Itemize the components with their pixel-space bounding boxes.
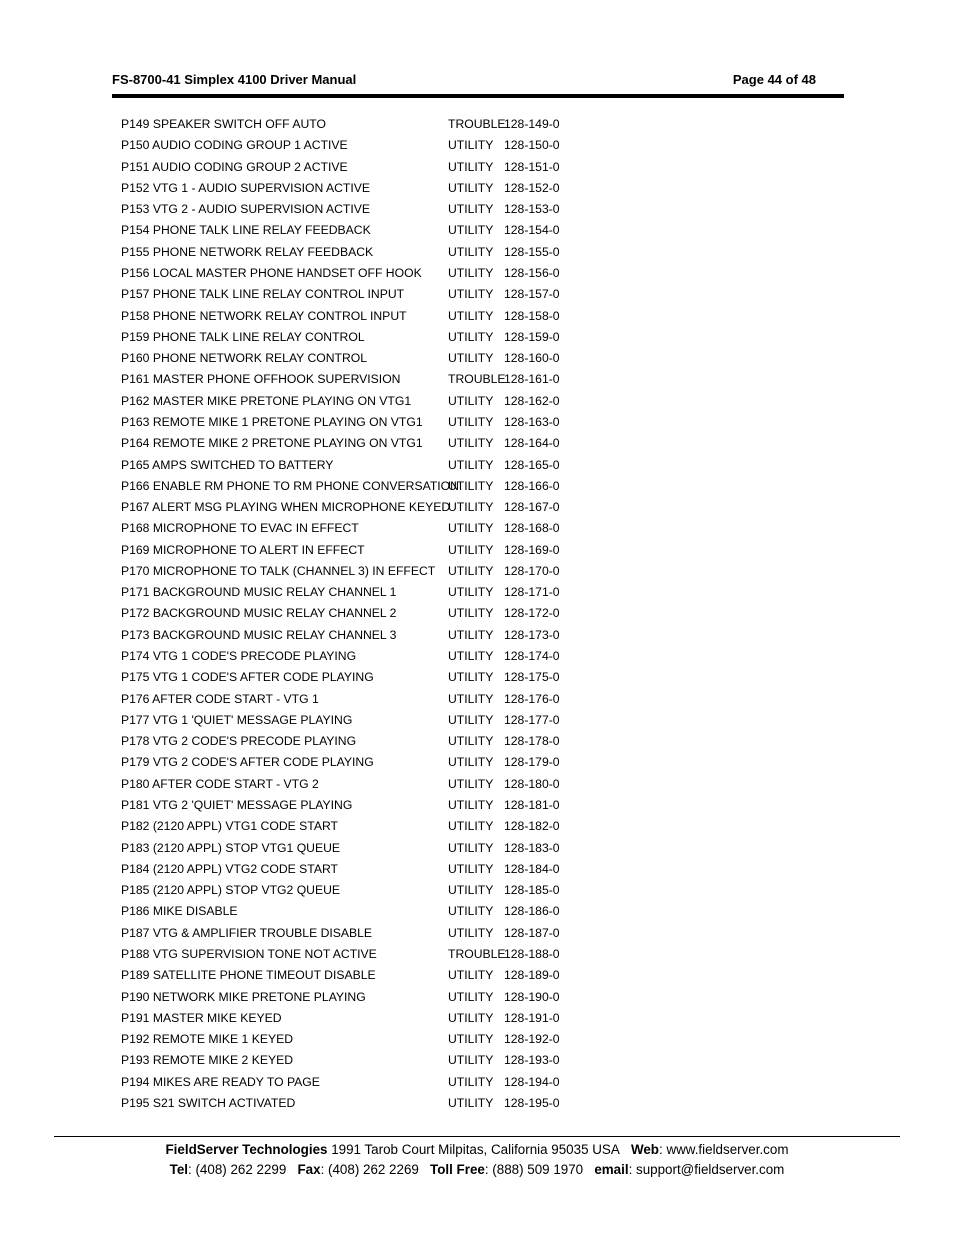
document-title: FS-8700-41 Simplex 4100 Driver Manual (112, 72, 357, 87)
table-row (121, 625, 581, 646)
point-description: P187 VTG & AMPLIFIER TROUBLE DISABLE (121, 925, 373, 940)
table-row (121, 1029, 581, 1050)
footer-company: FieldServer Technologies (165, 1142, 328, 1157)
point-description: P179 VTG 2 CODE'S AFTER CODE PLAYING (121, 755, 374, 770)
point-description: P186 MIKE DISABLE (121, 904, 238, 919)
table-row (121, 901, 581, 922)
table-row (121, 795, 581, 816)
table-row (121, 284, 581, 305)
point-type: UTILITY (448, 649, 494, 664)
point-description: P149 SPEAKER SWITCH OFF AUTO (121, 117, 326, 131)
table-row (121, 1050, 581, 1071)
point-address: 128-194-0 (504, 1074, 560, 1089)
point-description: P191 MASTER MIKE KEYED (121, 1010, 282, 1025)
point-type: TROUBLE (448, 372, 506, 387)
point-type: UTILITY (448, 1095, 494, 1110)
point-description: P189 SATELLITE PHONE TIMEOUT DISABLE (121, 968, 376, 983)
point-description: P182 (2120 APPL) VTG1 CODE START (121, 819, 338, 834)
table-row (121, 540, 581, 561)
point-address: 128-184-0 (504, 861, 560, 876)
point-type: UTILITY (448, 734, 494, 749)
table-row (121, 114, 581, 135)
point-type: UTILITY (448, 627, 494, 642)
point-type: UTILITY (448, 287, 494, 302)
point-description: P176 AFTER CODE START - VTG 1 (121, 691, 319, 706)
table-row (121, 518, 581, 539)
table-row (121, 476, 581, 497)
point-type: UTILITY (448, 585, 494, 600)
point-address: 128-160-0 (504, 351, 560, 366)
point-type: UTILITY (448, 883, 494, 898)
point-type: TROUBLE (448, 946, 506, 961)
point-description: P171 BACKGROUND MUSIC RELAY CHANNEL 1 (121, 585, 397, 600)
point-description: P178 VTG 2 CODE'S PRECODE PLAYING (121, 734, 357, 749)
point-address: 128-195-0 (504, 1095, 560, 1110)
point-description: P173 BACKGROUND MUSIC RELAY CHANNEL 3 (121, 627, 397, 642)
point-description: P180 AFTER CODE START - VTG 2 (121, 776, 319, 791)
point-address: 128-175-0 (504, 670, 560, 685)
point-type: UTILITY (448, 904, 494, 919)
point-address: 128-177-0 (504, 712, 560, 727)
point-type: UTILITY (448, 798, 494, 812)
point-description: P168 MICROPHONE TO EVAC IN EFFECT (121, 521, 359, 536)
footer-email-label: email (594, 1161, 629, 1177)
point-description: P183 (2120 APPL) STOP VTG1 QUEUE (121, 840, 341, 855)
point-type: UTILITY (448, 351, 494, 366)
point-list (121, 114, 581, 1114)
table-row (121, 263, 581, 284)
table-row (121, 178, 581, 199)
header-divider (112, 94, 844, 98)
point-description: P151 AUDIO CODING GROUP 2 ACTIVE (121, 159, 348, 174)
table-row (121, 369, 581, 390)
point-type: UTILITY (448, 478, 494, 493)
table-row (121, 1008, 581, 1029)
point-description: P167 ALERT MSG PLAYING WHEN MICROPHONE KEYED (121, 500, 451, 515)
point-address: 128-165-0 (504, 457, 560, 472)
point-description: P181 VTG 2 'QUIET' MESSAGE PLAYING (121, 798, 353, 812)
point-address: 128-178-0 (504, 734, 560, 749)
point-type: UTILITY (448, 968, 494, 983)
page-number: Page 44 of 48 (732, 72, 816, 87)
point-address: 128-191-0 (504, 1010, 560, 1025)
footer-line-2: Tel: (408) 262 2299 Fax: (408) 262 2269 Toll Free: (888) 509 1970 email: support@fieldserver.com (169, 1161, 785, 1177)
point-description: P158 PHONE NETWORK RELAY CONTROL INPUT (121, 308, 407, 323)
table-row (121, 774, 581, 795)
point-description: P164 REMOTE MIKE 2 PRETONE PLAYING ON VTG1 (121, 436, 423, 451)
point-address: 128-172-0 (504, 606, 560, 621)
table-row (121, 391, 581, 412)
point-address: 128-179-0 (504, 755, 560, 770)
point-address: 128-189-0 (504, 968, 560, 983)
point-description: P160 PHONE NETWORK RELAY CONTROL (121, 351, 368, 366)
table-row (121, 455, 581, 476)
point-description: P161 MASTER PHONE OFFHOOK SUPERVISION (121, 372, 401, 387)
point-description: P172 BACKGROUND MUSIC RELAY CHANNEL 2 (121, 606, 397, 621)
table-row (121, 412, 581, 433)
table-row (121, 944, 581, 965)
table-row (121, 710, 581, 731)
point-type: UTILITY (448, 202, 494, 217)
point-type: UTILITY (448, 223, 494, 238)
point-type: UTILITY (448, 1053, 494, 1068)
point-description: P159 PHONE TALK LINE RELAY CONTROL (121, 329, 365, 344)
table-row (121, 157, 581, 178)
point-address: 128-158-0 (504, 308, 560, 323)
point-type: UTILITY (448, 670, 494, 685)
point-type: UTILITY (448, 436, 494, 451)
table-row (121, 1093, 581, 1114)
point-address: 128-193-0 (504, 1053, 560, 1068)
point-address: 128-185-0 (504, 883, 560, 898)
point-address: 128-163-0 (504, 414, 560, 429)
point-description: P157 PHONE TALK LINE RELAY CONTROL INPUT (121, 287, 405, 302)
point-description: P154 PHONE TALK LINE RELAY FEEDBACK (121, 223, 371, 238)
point-address: 128-149-0 (504, 117, 560, 131)
point-type: UTILITY (448, 691, 494, 706)
table-row (121, 220, 581, 241)
point-address: 128-186-0 (504, 904, 560, 919)
point-type: UTILITY (448, 606, 494, 621)
table-row (121, 135, 581, 156)
point-description: P152 VTG 1 - AUDIO SUPERVISION ACTIVE (121, 180, 371, 195)
point-address: 128-190-0 (504, 989, 560, 1004)
point-type: UTILITY (448, 542, 494, 557)
point-address: 128-171-0 (504, 585, 560, 600)
point-type: UTILITY (448, 1010, 494, 1025)
table-row (121, 880, 581, 901)
point-description: P175 VTG 1 CODE'S AFTER CODE PLAYING (121, 670, 374, 685)
point-address: 128-181-0 (504, 798, 560, 812)
point-address: 128-174-0 (504, 649, 560, 664)
point-description: P185 (2120 APPL) STOP VTG2 QUEUE (121, 883, 341, 898)
point-type: TROUBLE (448, 117, 506, 131)
table-row (121, 561, 581, 582)
table-row (121, 816, 581, 837)
point-description: P155 PHONE NETWORK RELAY FEEDBACK (121, 244, 374, 259)
point-address: 128-153-0 (504, 202, 560, 217)
point-type: UTILITY (448, 1032, 494, 1047)
table-row (121, 731, 581, 752)
point-type: UTILITY (448, 755, 494, 770)
footer-tollfree: (888) 509 1970 (492, 1161, 584, 1177)
table-row (121, 923, 581, 944)
table-row (121, 752, 581, 773)
point-address: 128-150-0 (504, 138, 560, 153)
point-description: P162 MASTER MIKE PRETONE PLAYING ON VTG1 (121, 393, 412, 408)
point-address: 128-152-0 (504, 180, 560, 195)
table-row (121, 582, 581, 603)
point-address: 128-169-0 (504, 542, 560, 557)
table-row (121, 242, 581, 263)
point-type: UTILITY (448, 563, 494, 578)
point-address: 128-151-0 (504, 159, 560, 174)
table-row (121, 667, 581, 688)
table-row (121, 433, 581, 454)
point-type: UTILITY (448, 521, 494, 536)
point-type: UTILITY (448, 840, 494, 855)
footer-tel: (408) 262 2299 (195, 1161, 287, 1177)
point-description: P177 VTG 1 'QUIET' MESSAGE PLAYING (121, 712, 353, 727)
point-address: 128-161-0 (504, 372, 560, 387)
point-type: UTILITY (448, 244, 494, 259)
footer-address: 1991 Tarob Court Milpitas, California 95035 USA (331, 1142, 620, 1157)
point-type: UTILITY (448, 414, 494, 429)
table-row (121, 646, 581, 667)
footer-tollfree-label: Toll Free (430, 1161, 485, 1177)
point-address: 128-166-0 (504, 478, 560, 493)
point-address: 128-159-0 (504, 329, 560, 344)
point-address: 128-187-0 (504, 925, 560, 940)
table-row (121, 306, 581, 327)
point-address: 128-182-0 (504, 819, 560, 834)
point-type: UTILITY (448, 393, 494, 408)
point-description: P166 ENABLE RM PHONE TO RM PHONE CONVERSATION (121, 478, 459, 493)
point-type: UTILITY (448, 1074, 494, 1089)
point-type: UTILITY (448, 265, 494, 280)
table-row (121, 199, 581, 220)
point-description: P156 LOCAL MASTER PHONE HANDSET OFF HOOK (121, 265, 422, 280)
point-type: UTILITY (448, 308, 494, 323)
point-description: P170 MICROPHONE TO TALK (CHANNEL 3) IN EFFECT (121, 563, 436, 578)
footer-web: www.fieldserver.com (666, 1142, 789, 1157)
point-address: 128-154-0 (504, 223, 560, 238)
point-type: UTILITY (448, 712, 494, 727)
table-row (121, 965, 581, 986)
point-address: 128-173-0 (504, 627, 560, 642)
footer-web-label: Web (630, 1142, 659, 1157)
point-type: UTILITY (448, 457, 494, 472)
table-row (121, 603, 581, 624)
point-address: 128-167-0 (504, 500, 560, 515)
point-address: 128-156-0 (504, 265, 560, 280)
footer-line-1: FieldServer Technologies 1991 Tarob Court Milpitas, California 95035 USA Web: www.fieldserver.com (165, 1142, 789, 1157)
table-row (121, 348, 581, 369)
point-address: 128-188-0 (504, 946, 560, 961)
footer-fax-label: Fax (297, 1161, 321, 1177)
point-address: 128-157-0 (504, 287, 560, 302)
point-type: UTILITY (448, 925, 494, 940)
point-address: 128-176-0 (504, 691, 560, 706)
point-address: 128-164-0 (504, 436, 560, 451)
point-address: 128-155-0 (504, 244, 560, 259)
point-type: UTILITY (448, 819, 494, 834)
point-address: 128-180-0 (504, 776, 560, 791)
point-address: 128-170-0 (504, 563, 560, 578)
point-type: UTILITY (448, 329, 494, 344)
point-description: P165 AMPS SWITCHED TO BATTERY (121, 457, 334, 472)
point-type: UTILITY (448, 861, 494, 876)
point-description: P195 S21 SWITCH ACTIVATED (121, 1095, 296, 1110)
point-type: UTILITY (448, 159, 494, 174)
table-row (121, 859, 581, 880)
footer-fax: (408) 262 2269 (328, 1161, 419, 1177)
point-description: P174 VTG 1 CODE'S PRECODE PLAYING (121, 649, 357, 664)
point-address: 128-183-0 (504, 840, 560, 855)
table-row (121, 1072, 581, 1093)
table-row (121, 987, 581, 1008)
table-row (121, 327, 581, 348)
point-description: P150 AUDIO CODING GROUP 1 ACTIVE (121, 138, 348, 153)
table-row (121, 689, 581, 710)
point-address: 128-162-0 (504, 393, 560, 408)
point-type: UTILITY (448, 776, 494, 791)
point-address: 128-192-0 (504, 1032, 560, 1047)
point-type: UTILITY (448, 500, 494, 515)
point-description: P184 (2120 APPL) VTG2 CODE START (121, 861, 338, 876)
point-description: P192 REMOTE MIKE 1 KEYED (121, 1032, 294, 1047)
point-type: UTILITY (448, 989, 494, 1004)
point-description: P194 MIKES ARE READY TO PAGE (121, 1074, 320, 1089)
point-description: P153 VTG 2 - AUDIO SUPERVISION ACTIVE (121, 202, 371, 217)
point-description: P163 REMOTE MIKE 1 PRETONE PLAYING ON VTG1 (121, 414, 423, 429)
point-description: P188 VTG SUPERVISION TONE NOT ACTIVE (121, 946, 377, 961)
point-description: P193 REMOTE MIKE 2 KEYED (121, 1053, 294, 1068)
point-type: UTILITY (448, 138, 494, 153)
page-footer (0, 1140, 954, 1179)
footer-email: support@fieldserver.com (636, 1161, 785, 1177)
point-address: 128-168-0 (504, 521, 560, 536)
table-row (121, 497, 581, 518)
point-description: P190 NETWORK MIKE PRETONE PLAYING (121, 989, 366, 1004)
point-description: P169 MICROPHONE TO ALERT IN EFFECT (121, 542, 365, 557)
footer-divider (54, 1136, 900, 1137)
page-header (112, 72, 816, 92)
table-row (121, 838, 581, 859)
footer-tel-label: Tel (169, 1161, 189, 1177)
point-type: UTILITY (448, 180, 494, 195)
